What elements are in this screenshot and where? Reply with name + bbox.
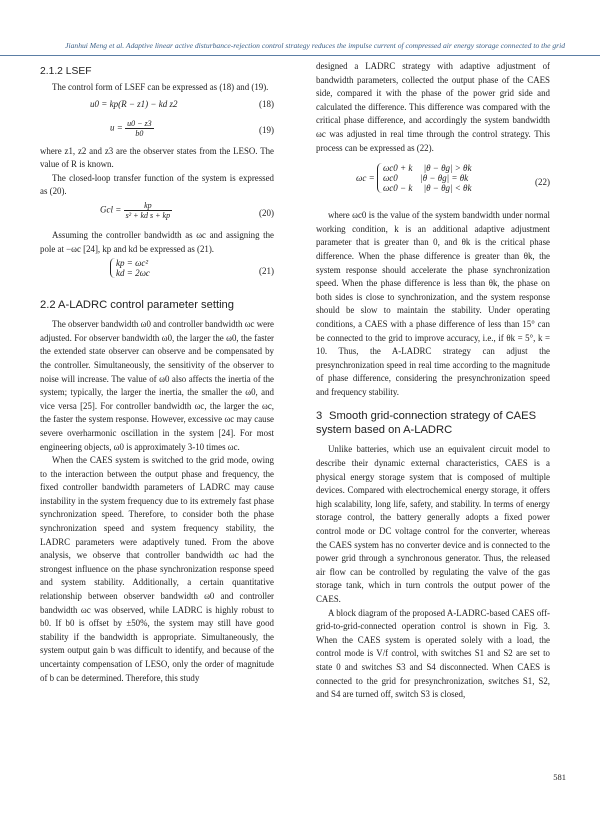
equation-number: (18) <box>259 98 274 109</box>
equation-22 <box>316 159 550 209</box>
header-rule <box>0 55 600 56</box>
left-column <box>40 60 274 685</box>
equation-number: (22) <box>535 177 550 188</box>
fraction-denominator: s² + kd s + kp <box>125 210 171 220</box>
equation-20 <box>40 199 274 229</box>
equation-number: (20) <box>259 207 274 218</box>
page-number: 581 <box>553 772 566 782</box>
paragraph: designed a LADRC strategy with adaptive adjustment of bandwidth parameters, collected the output phase of the CAES side, compared it with the phase of the power grid side and calculated the difference. This difference was compared with the critical phase difference, and accordingly the system bandwidth ωc was adjusted in real time through the control strategy. This process can be expressed as (22). <box>316 61 550 153</box>
right-column <box>316 60 550 702</box>
equation-lhs: Gcl = <box>100 204 122 215</box>
brace-system <box>377 163 472 193</box>
paragraph: When the CAES system is switched to the grid mode, owing to the interaction between the output phase and frequency, the fixed controller bandwidth parameters of LADRC may cause instability in the system frequency due to its extremely fast phase synchronization speed. Therefore, to consider both the phase synchronization speed and system frequency stability, the LADRC parameters were adaptively tuned. From the above analysis, we observe that controller bandwidth ωc had the strongest influence on the phase synchronization response speed and system stability. Additionally, a certain quantitative relationship between observer bandwidth ω0 and controller bandwidth ωc was observed, while LADRC is highly robust to b0. If b0 is offset by ±50%, the system may still have good stability if the bandwidth is appropriate. Simultaneously, the system output gain b was difficult to identify, and because of the uncertainty compensation of LESO, only the order of magnitude of b can be determined. Therefore, this study <box>40 455 274 683</box>
section-3-heading <box>316 409 550 437</box>
equation-lhs: u = <box>110 122 123 133</box>
equation-line: ωc0 + k |θ − θg| > θk <box>382 163 472 174</box>
equation-line: ωc0 |θ − θg| = θk <box>382 173 469 184</box>
fraction-numerator: u0 − z3 <box>127 118 152 128</box>
equation-body: u0 = kp(R − z1) − kd z2 <box>90 98 178 109</box>
paragraph: The observer bandwidth ω0 and controller bandwidth ωc were adjusted. For observer bandwidth ω0, the larger the ω0, the faster the extended state observer can observe and be compensated by the controller. Simultaneously, the sensitivity of the observer to noise will increase. The value of ω0 also affects the inertia of the system; typically, the larger the inertia, the smaller the ω0, and vice versa [25]. For controller bandwidth ωc, the larger the ωc, the faster the system response. However, excessive ωc may cause severe overharmonic oscillation in the system [24]. For most engineering objects, ω0 is approximately 3-10 times ωc. <box>40 319 274 452</box>
brace-system <box>110 258 150 278</box>
section-title: Smooth grid-connection strategy of CAES system based on A-LADRC <box>316 410 537 437</box>
equation-line: ωc0 − k |θ − θg| < θk <box>382 183 472 194</box>
equation-21 <box>40 256 274 288</box>
running-header: Jianhui Meng et al. Adaptive linear active disturbance-rejection control strategy reduces the impulse current of compressed air energy storage connected to the grid <box>65 41 565 50</box>
paragraph: Assuming the controller bandwidth as ωc and assigning the pole at −ωc [24], kp and kd be expressed as (21). <box>40 229 274 254</box>
equation-number: (19) <box>259 124 274 135</box>
equation-lhs: ωc = <box>356 173 375 184</box>
equation-18 <box>40 95 274 117</box>
paragraph: The control form of LSEF can be expressed as (18) and (19). <box>52 82 269 92</box>
section-number: 3 <box>316 410 323 423</box>
equation-line: kd = 2ωc <box>116 268 150 279</box>
paragraph: where ωc0 is the value of the system bandwidth under normal working condition, k is an additional adaptive adjustment parameter that is greater than 0, and θk is the critical phase difference. When the phase difference is greater than θk, the system response should accelerate the phase synchronization speed. When the phase difference is less than θk, the phase on both sides is close to synchronization, and the system response should be slow to maintain the stability. Under operating conditions, a CAES with a phase difference of less than 15° can be connected to the grid to improve accuracy, i.e., if θk = 5°, k = 10. Thus, the A-LADRC strategy can adjust the presynchronization speed in real time according to the magnitude of phase difference, considering the presynchronization speed and frequency stability. <box>316 210 550 397</box>
section-2-1-2-heading: 2.1.2 LSEF <box>40 66 92 77</box>
equation-number: (21) <box>259 266 274 277</box>
fraction-denominator: b0 <box>135 128 144 138</box>
equation-line: kp = ωc² <box>116 258 149 269</box>
equation-19 <box>40 117 274 145</box>
paragraph: Unlike batteries, which use an equivalent circuit model to describe their dynamic external characteristics, CAES is a physical energy storage system that is composed of multiple devices. Compared with electrochemical energy storage, it offers high scalability, long life, safety, and stability. In terms of energy storage control, the battery generally adopts a fixed power control mode or DC voltage control for the converter, whereas the CAES system has no converter device and is connected to the power grid through a synchronous generator. Thus, the released air flow can be controlled by regulating the valve of the gas storage tank, which in turn controls the output power of the CAES. <box>316 444 550 604</box>
paragraph: A block diagram of the proposed A-LADRC-based CAES off-grid-to-grid-connected operation control is shown in Fig. 3. When the CAES system is operated solely with a load, the control mode is V/f control, with switches S1 and S2 are set to state 0 and switches S3 and S4 disconnected. When CAES is connected to the grid for presynchronization, switches S1, S2, and S4 are turned off, switch S3 is closed, <box>316 607 550 700</box>
paragraph: The closed-loop transfer function of the system is expressed as (20). <box>40 172 274 197</box>
section-2-2-heading: 2.2 A-LADRC control parameter setting <box>40 299 235 312</box>
paragraph: where z1, z2 and z3 are the observer states from the LESO. The value of R is known. <box>40 145 274 170</box>
fraction-numerator: kp <box>124 201 173 211</box>
